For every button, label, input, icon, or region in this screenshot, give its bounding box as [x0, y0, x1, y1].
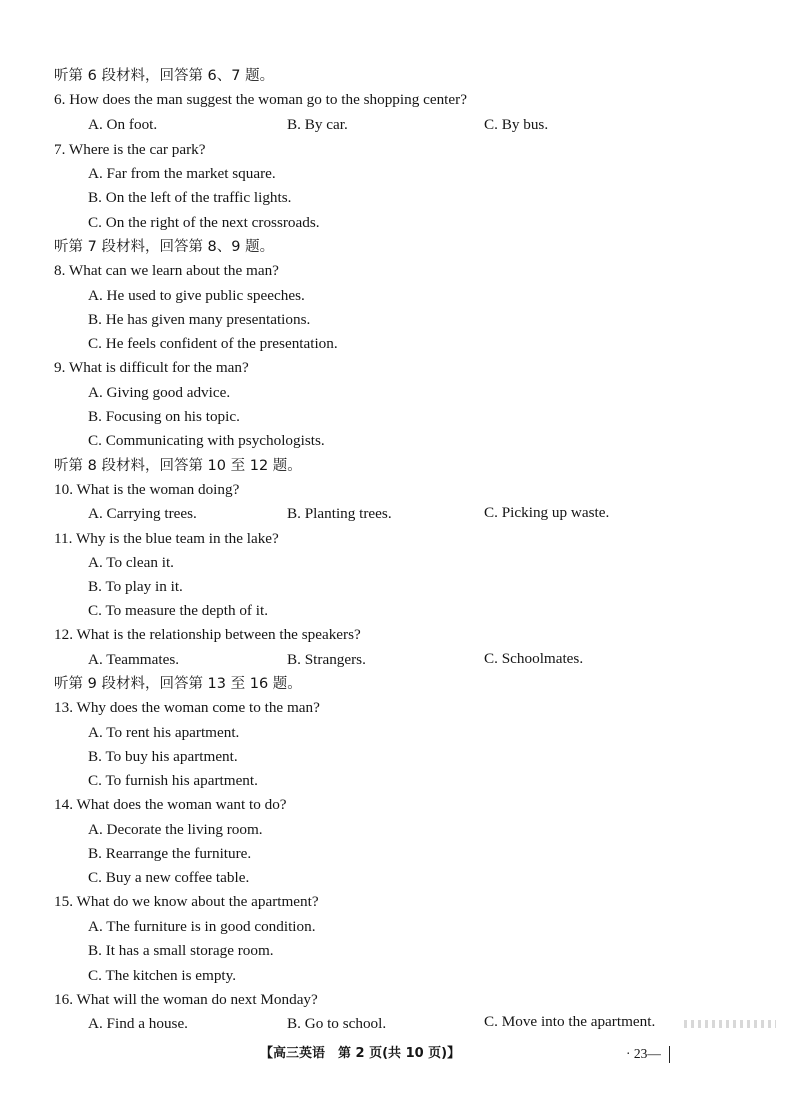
option-c: C. To furnish his apartment.	[88, 772, 258, 789]
option-c: C. Buy a new coffee table.	[88, 869, 250, 886]
option-a: A. Giving good advice.	[88, 384, 231, 401]
question-stem: 7. Where is the car park?	[54, 141, 206, 158]
option-b: B. It has a small storage room.	[88, 942, 274, 959]
option-a: A. Decorate the living room.	[88, 821, 263, 838]
option-a: A. The furniture is in good condition.	[88, 918, 316, 935]
question-stem: 9. What is difficult for the man?	[54, 359, 249, 376]
option-b: B. Focusing on his topic.	[88, 408, 240, 425]
section-heading: 听第 8 段材料，回答第 10 至 12 题。	[54, 458, 302, 474]
option-c: C. Move into the apartment.	[484, 1013, 656, 1030]
option-c: C. By bus.	[484, 116, 549, 133]
option-b: B. By car.	[287, 116, 348, 133]
option-a: A. Find a house.	[88, 1015, 188, 1032]
option-a: A. To rent his apartment.	[88, 724, 240, 741]
question-stem: 15. What do we know about the apartment?	[54, 893, 319, 910]
section-heading: 听第 9 段材料，回答第 13 至 16 题。	[54, 676, 302, 692]
option-a: A. He used to give public speeches.	[88, 287, 305, 304]
question-stem: 10. What is the woman doing?	[54, 481, 240, 498]
option-a: A. To clean it.	[88, 554, 174, 571]
option-b: B. On the left of the traffic lights.	[88, 189, 292, 206]
option-b: B. Planting trees.	[287, 505, 392, 522]
scan-artifact	[684, 1020, 776, 1028]
option-c: C. He feels confident of the presentation.	[88, 335, 338, 352]
question-stem: 11. Why is the blue team in the lake?	[54, 530, 279, 547]
option-c: C. Picking up waste.	[484, 504, 610, 521]
option-b: B. Rearrange the furniture.	[88, 845, 252, 862]
question-stem: 6. How does the man suggest the woman go to the shopping center?	[54, 91, 467, 108]
footer-title: 【高三英语 第 2 页(共 10 页)】	[260, 1046, 461, 1061]
option-c: C. Schoolmates.	[484, 650, 584, 667]
question-stem: 13. Why does the woman come to the man?	[54, 699, 320, 716]
option-c: C. The kitchen is empty.	[88, 967, 237, 984]
question-stem: 12. What is the relationship between the speakers?	[54, 626, 361, 643]
option-a: A. On foot.	[88, 116, 158, 133]
option-b: B. Strangers.	[287, 651, 366, 668]
footer-divider	[669, 1046, 670, 1063]
page-footer	[0, 1042, 794, 1066]
option-a: A. Far from the market square.	[88, 165, 276, 182]
section-heading: 听第 6 段材料，回答第 6、7 题。	[54, 68, 275, 84]
option-b: B. To buy his apartment.	[88, 748, 238, 765]
question-stem: 8. What can we learn about the man?	[54, 262, 279, 279]
section-heading: 听第 7 段材料，回答第 8、9 题。	[54, 239, 275, 255]
option-b: B. He has given many presentations.	[88, 311, 311, 328]
option-b: B. Go to school.	[287, 1015, 387, 1032]
option-a: A. Teammates.	[88, 651, 180, 668]
option-c: C. On the right of the next crossroads.	[88, 214, 320, 231]
question-stem: 14. What does the woman want to do?	[54, 796, 287, 813]
option-c: C. Communicating with psychologists.	[88, 432, 325, 449]
question-stem: 16. What will the woman do next Monday?	[54, 991, 318, 1008]
option-b: B. To play in it.	[88, 578, 183, 595]
option-c: C. To measure the depth of it.	[88, 602, 269, 619]
option-a: A. Carrying trees.	[88, 505, 197, 522]
footer-code: · 23—	[626, 1046, 661, 1061]
